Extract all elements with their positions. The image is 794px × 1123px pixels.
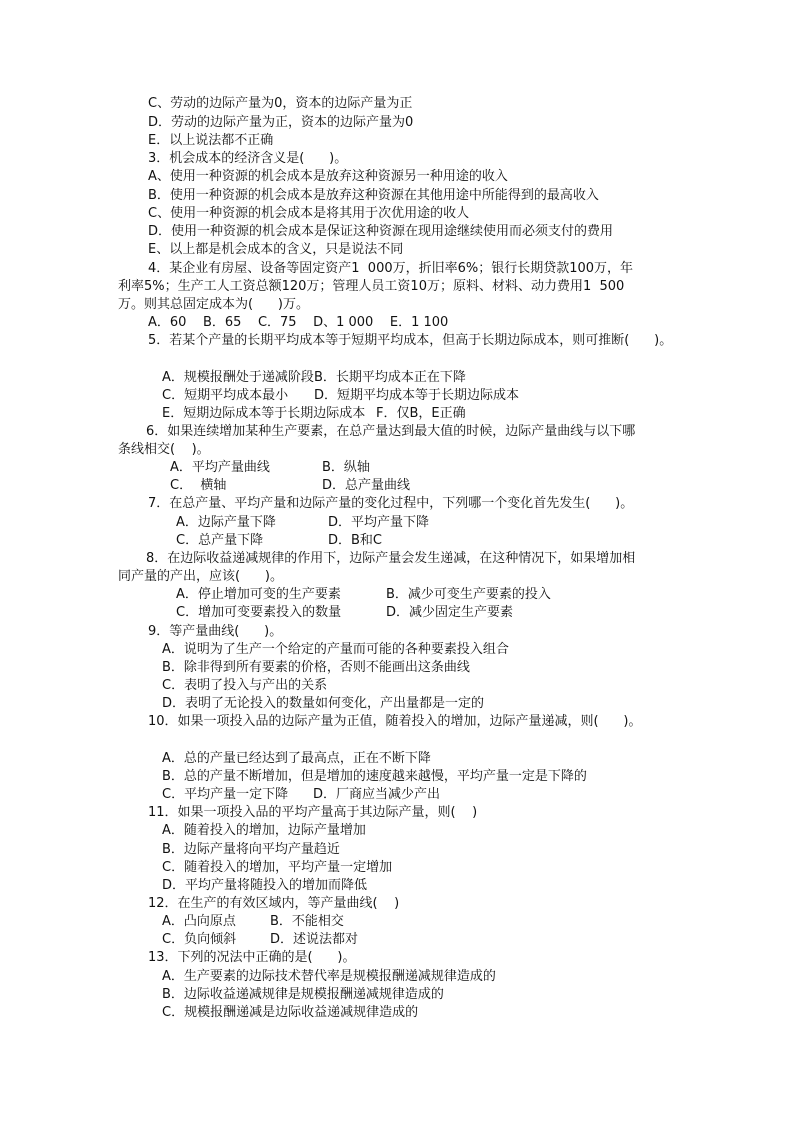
text-line: C．随着投入的增加，平均产量一定增加 [162, 860, 393, 875]
text-line: 8．在边际收益递减规律的作用下，边际产量会发生递减，在这种情况下，如果增加相 [146, 551, 636, 566]
text-line: A．边际产量下降 [176, 515, 276, 530]
text-line: C．平均产量一定下降 [162, 787, 289, 802]
text-line: C． 横轴 [170, 478, 227, 493]
text-line: A．平均产量曲线 [170, 460, 270, 475]
text-line: 万。则其总固定成本为( )万。 [118, 297, 309, 312]
text-line: A．60 B．65 C．75 D、1 000 E．1 100 [148, 315, 449, 330]
text-line: C、劳动的边际产量为0，资本的边际产量为正 [148, 96, 413, 111]
text-line: C．总产量下降 [176, 533, 264, 548]
text-line-column: B．不能相交 [270, 914, 344, 929]
text-line: B．除非得到所有要素的价格，否则不能画出这条曲线 [162, 660, 470, 675]
text-line-column: B．减少可变生产要素的投入 [386, 587, 551, 602]
text-line-column: F．仅B，E正确 [376, 406, 466, 421]
text-line: B．使用一种资源的机会成本是放弃这种资源在其他用途中所能得到的最高收入 [148, 188, 599, 203]
text-line: 6．如果连续增加某种生产要素，在总产量达到最大值的时候，边际产量曲线与以下哪 [146, 424, 636, 439]
text-line: D．劳动的边际产量为正，资本的边际产量为0 [148, 115, 414, 130]
text-line: A、使用一种资源的机会成本是放弃这种资源另一种用途的收入 [148, 169, 508, 184]
text-line: C．表明了投入与产出的关系 [162, 678, 328, 693]
text-line: 5．若某个产量的长期平均成本等于短期平均成本，但高于长期边际成本，则可推断( )。 [148, 333, 673, 348]
text-line: B．边际产量将向平均产量趋近 [162, 842, 340, 857]
text-line: C．增加可变要素投入的数量 [176, 605, 342, 620]
text-line: 9．等产量曲线( )。 [148, 624, 283, 639]
text-line: A．总的产量已经达到了最高点，正在不断下降 [162, 751, 431, 766]
text-line: E．以上说法都不正确 [148, 133, 274, 148]
text-line: D．表明了无论投入的数量如何变化，产出量都是一定的 [162, 696, 485, 711]
text-line-column: D．总产量曲线 [322, 478, 411, 493]
text-line: D．平均产量将随投入的增加而降低 [162, 878, 368, 893]
text-line: B．边际收益递减规律是规模报酬递减规律造成的 [162, 987, 444, 1002]
text-line: A．规模报酬处于递减阶段 [162, 370, 314, 385]
text-line-column: D．平均产量下降 [328, 515, 430, 530]
text-line: C．短期平均成本最小 [162, 388, 289, 403]
text-line-column: D．B和C [328, 533, 383, 548]
text-line-column: B．纵轴 [322, 460, 370, 475]
text-line: A．随着投入的增加，边际产量增加 [162, 823, 366, 838]
text-line-column: D．厂商应当减少产出 [313, 787, 441, 802]
text-line: A．生产要素的边际技术替代率是规模报酬递减规律造成的 [162, 969, 496, 984]
text-line: 4．某企业有房屋、设备等固定资产1 000万，折旧率6%；银行长期贷款100万，年 [148, 261, 634, 276]
text-line: 13．下列的况法中正确的是( )。 [148, 950, 356, 965]
text-line: 3．机会成本的经济含义是( )。 [148, 151, 348, 166]
text-line: 12．在生产的有效区域内，等产量曲线( ) [148, 896, 400, 911]
text-line: 10．如果一项投入品的边际产量为正值，随着投入的增加，边际产量递减，则( )。 [148, 714, 642, 729]
text-line-column: D．短期平均成本等于长期边际成本 [314, 388, 520, 403]
text-line: C．负向倾斜 [162, 932, 237, 947]
text-line: 利率5%；生产工人工资总额120万；管理人员工资10万；原料、材料、动力费用1 500 [118, 279, 625, 294]
text-line-column: D．减少固定生产要素 [386, 605, 514, 620]
text-line: C、使用一种资源的机会成本是将其用于次优用途的收人 [148, 206, 470, 221]
text-line: 条线相交( )。 [118, 442, 210, 457]
text-line: 7．在总产量、平均产量和边际产量的变化过程中，下列哪一个变化首先发生( )。 [148, 496, 634, 511]
text-line: A．说明为了生产一个给定的产量而可能的各种要素投入组合 [162, 642, 509, 657]
text-line: B．总的产量不断增加，但是增加的速度越来越慢，平均产量一定是下降的 [162, 769, 587, 784]
text-line: 11．如果一项投入品的平均产量高于其边际产量，则( ) [148, 805, 478, 820]
text-line: A．停止增加可变的生产要素 [176, 587, 341, 602]
text-line: 同产量的产出，应该( )。 [118, 569, 283, 584]
text-line-column: D．述说法都对 [270, 932, 359, 947]
text-line: C．规模报酬递减是边际收益递减规律造成的 [162, 1005, 419, 1020]
text-line: E、以上都是机会成本的含义，只是说法不同 [148, 242, 404, 257]
text-line: E．短期边际成本等于长期边际成本 [162, 406, 366, 421]
text-line-column: B．长期平均成本正在下降 [314, 370, 466, 385]
text-line: D．使用一种资源的机会成本是保证这种资源在现用途继续使用而必须支付的费用 [148, 224, 614, 239]
text-line: A．凸向原点 [162, 914, 236, 929]
